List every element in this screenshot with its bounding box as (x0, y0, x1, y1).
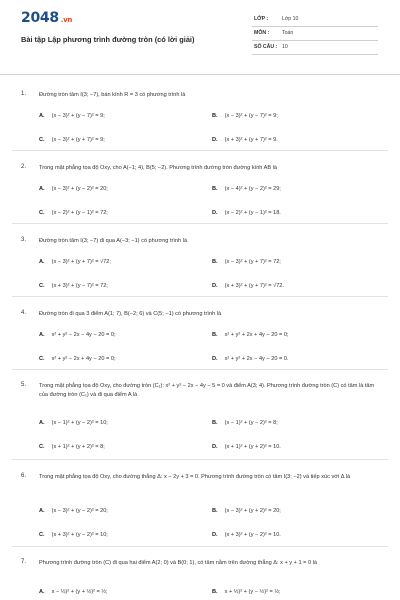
document-header (0, 0, 400, 64)
option-c[interactable]: C. (x − 2)² + (y − 1)² = 72; (39, 210, 108, 216)
question-divider (12, 223, 388, 224)
question-divider (12, 296, 388, 297)
option-b[interactable]: B. x + ½)² + (y − ½)² = ½; (212, 589, 281, 595)
option-b[interactable]: B. (x − 4)² + (y − 2)² = 29; (212, 186, 281, 192)
question-number: 5. (21, 382, 27, 388)
question-text: Trong mặt phẳng tọa độ Oxy, cho A(−1; 4), B(5; −2). Phương trình đường tròn đường kính AB là (39, 165, 278, 171)
question-text: Trong mặt phẳng tọa độ Oxy, cho đường tròn (C₁): x² + y² − 2x − 4y − 5 = 0 và điểm A(3; 4). Phương trình đường tròn (C) có tâm là tâm của đường tròn (C₁) và đi qua điểm A là (39, 383, 375, 399)
question-divider (12, 546, 388, 547)
option-b[interactable]: B. (x − 1)² + (y − 2)² = 8; (212, 420, 278, 426)
question-text: Phương trình đường tròn (C) đi qua hai điểm A(2; 0) và B(0; 1), có tâm nằm trên đường thẳng Δ: x + y + 1 = 0 là (39, 560, 317, 566)
option-a[interactable]: A. x² + y² − 2x − 4y − 20 = 0; (39, 332, 116, 338)
question-divider (12, 459, 388, 460)
option-b[interactable]: B. (x − 3)² + (y + 7)² = 72; (212, 259, 281, 265)
option-a[interactable]: A. (x − 3)² + (y + 7)² = √72; (39, 259, 111, 265)
question-number: 3. (21, 237, 27, 243)
question-number: 6. (21, 473, 27, 479)
option-b[interactable]: B. x² + y² + 2x + 4y − 20 = 0; (212, 332, 289, 338)
question-divider (12, 150, 388, 151)
meta-grade-key: LỚP : (254, 16, 269, 22)
question-divider (12, 369, 388, 370)
question-number: 2. (21, 164, 27, 170)
option-a[interactable]: A. (x − 1)² + (y − 2)² = 10; (39, 420, 108, 426)
document-title: Bài tập Lập phương trình đường tròn (có lời giải) (21, 35, 195, 44)
site-logo[interactable] (21, 10, 72, 26)
option-d[interactable]: D. (x + 3)² + (y + 7)² = √72. (212, 283, 284, 289)
question-number: 7. (21, 559, 27, 565)
option-a[interactable]: A. (x − 3)² + (y − 2)² = 20; (39, 508, 108, 514)
logo-suffix: .vn (60, 16, 73, 24)
option-c[interactable]: C. (x − 3)² + (y + 7)² = 9; (39, 137, 105, 143)
option-c[interactable]: C. (x + 3)² + (y − 2)² = 10; (39, 532, 108, 538)
question-number: 4. (21, 310, 27, 316)
meta-grade-value: Lớp 10 (282, 16, 299, 22)
option-a[interactable]: A. x − ½)² + (y + ½)² = ½; (39, 589, 108, 595)
question-text: Đường tròn đi qua 3 điểm A(1; 7), B(−2; 6) và C(5; −1) có phương trình là (39, 311, 222, 317)
option-b[interactable]: B. (x − 3)² + (y + 2)² = 20; (212, 508, 281, 514)
option-a[interactable]: A. (x − 3)² + (y − 2)² = 20; (39, 186, 108, 192)
meta-count-key: SỐ CÂU : (254, 44, 278, 50)
meta-count-value: 10 (282, 44, 288, 50)
meta-grade (252, 14, 378, 27)
meta-subject-key: MÔN : (254, 30, 270, 36)
option-d[interactable]: D. (x + 3)² + (y − 2)² = 10. (212, 532, 281, 538)
question-text: Đường tròn tâm I(3; −7) đi qua A(−3; −1) có phương trình là (39, 238, 188, 244)
option-d[interactable]: D. x² + y² + 2x − 4y − 20 = 0. (212, 356, 289, 362)
option-b[interactable]: B. (x − 3)² + (y − 7)² = 9; (212, 113, 278, 119)
option-c[interactable]: C. (x + 1)² + (y + 2)² = 8; (39, 444, 105, 450)
meta-subject (252, 28, 378, 41)
option-c[interactable]: C. x² + y² − 2x + 4y − 20 = 0; (39, 356, 116, 362)
question-list (0, 80, 400, 600)
question-number: 1. (21, 91, 27, 97)
option-d[interactable]: D. (x + 3)² + (y + 7)² = 9. (212, 137, 278, 143)
header-divider (0, 74, 400, 75)
option-d[interactable]: D. (x − 2)² + (y − 1)² = 18. (212, 210, 281, 216)
meta-count (252, 42, 378, 55)
meta-subject-value: Toán (282, 30, 294, 36)
question-text: Đường tròn tâm I(3; −7), bán kính R = 3 có phương trình là (39, 92, 186, 98)
option-a[interactable]: A. (x − 3)² + (y − 7)² = 9; (39, 113, 105, 119)
logo-text: 2048 (21, 10, 59, 26)
option-c[interactable]: C. (x + 3)² + (y − 7)² = 72; (39, 283, 108, 289)
question-text: Trong mặt phẳng tọa độ Oxy, cho đường thẳng Δ: x − 2y + 3 = 0. Phương trình đường tròn có tâm I(3; −2) và tiếp xúc với Δ là (39, 474, 351, 480)
option-d[interactable]: D. (x + 1)² + (y + 2)² = 10. (212, 444, 281, 450)
